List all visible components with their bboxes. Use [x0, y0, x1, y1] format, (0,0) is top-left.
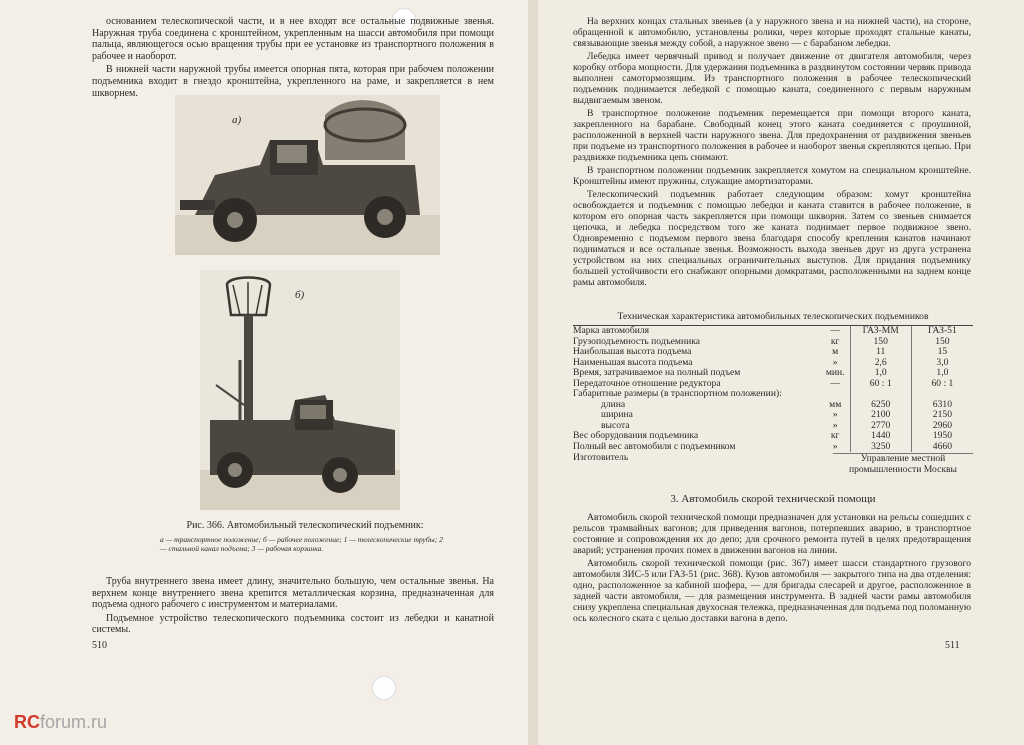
table-cell-value: 60 : 1: [911, 379, 973, 390]
table-cell-unit: м: [832, 346, 839, 357]
table-cell-label: Марка автомобиля: [573, 325, 650, 336]
right-text: [573, 16, 971, 290]
paragraph: В транспортное положение подъемник перемещается при помощи второго каната, закрепленного на барабане. Свободный конец этого каната соединяется с проушиной, расположенной в верхней части наружного звена. Для предохранения от раздвижения звеньев при подъеме из транспортного положения в рабочее и наоборот звенья скрепляются цепью. При раздвижке подъемника цепь снимают.: [573, 108, 971, 163]
table-cell-value: 15: [911, 347, 973, 358]
section-title: 3. Автомобиль скорой технической помощи: [670, 493, 876, 505]
table-cell-label: Наибольшая высота подъема: [573, 346, 692, 357]
figure-caption: [160, 520, 450, 553]
paragraph: Автомобиль скорой технической помощи предназначен для установки на рельсы сошедших с рельсов трамвайных вагонов; для приведения вагонов, потерпевших аварию, в транспортное состояние и сопровождения их до депо; для срочного ремонта путей в целях предотвращения аварий; устранения прочих помех в движении вагонов на линии.: [573, 512, 971, 556]
table-cell-value: 1950: [911, 431, 973, 442]
truck-photo-transport: [175, 95, 440, 255]
table-row: [573, 389, 973, 400]
truck-photo-working: [200, 270, 400, 510]
figure-legend: а — транспортное положение; б — рабочее положение; 1 — телескопические трубы; 2 — стальной канал подъема; 3 — рабочая корзинка.: [160, 535, 443, 553]
photo-label-b: б): [295, 289, 305, 301]
table-cell-unit: мин.: [825, 367, 845, 378]
table-cell-value: 3250: [850, 442, 911, 453]
site-watermark: [14, 712, 107, 733]
paragraph: На верхних концах стальных звеньев (а у наружного звена и на нижней части), на стороне, обращенной к автомобилю, установлены ролики, через которые проходят стальные канаты, связывающие звенья между собой, а наружное звено — с барабаном лебедки.: [573, 16, 971, 49]
table-cell-value: 150: [850, 337, 911, 348]
table-cell-label: длина: [601, 398, 626, 410]
table-row: [573, 442, 973, 453]
paragraph: Подъемное устройство телескопического подъемника состоит из лебедки и канатной системы.: [92, 612, 494, 636]
table-cell-value: 1440: [850, 431, 911, 442]
table-cell-label: Грузоподъемность подъемника: [573, 335, 701, 347]
manufacturer-label: Изготовитель: [573, 452, 629, 463]
table-row: [573, 410, 973, 421]
table-row: [573, 368, 973, 379]
table-row: [573, 326, 973, 337]
table-cell-value: 1,0: [850, 368, 911, 379]
spec-table: [573, 325, 973, 475]
figure-caption-title: Рис. 366. Автомобильный телескопический подъемник:: [186, 520, 424, 531]
table-cell-unit: кг: [830, 335, 840, 347]
table-cell-unit: —: [830, 325, 840, 336]
left-text-bottom: [92, 576, 494, 638]
table-cell-label: Наименьшая высота подъема: [573, 356, 693, 368]
table-cell-value: 2960: [911, 421, 973, 432]
table-cell-label: Полный вес автомобиля с подъемником: [573, 440, 736, 452]
table-cell-value: 2770: [850, 421, 911, 432]
paragraph: Автомобиль скорой технической помощи (рис. 367) имеет шасси стандартного грузового автомобиля ЗИС-5 или ГАЗ-51 (рис. 368). Кузов автомобиля — закрытого типа на два отделения: одно, расположенное за кабиной шофера, — для бригады слесарей и другое, расположенное в задней части автомобиля, — для размещения инструмента. В задней части рамы автомобиля снизу укреплена специальная двухосная тележка, предназначенная для подъема под поломанную ось колесного ската с целью доставки вагона в депо.: [573, 558, 972, 624]
paragraph: В нижней части наружной трубы имеется опорная пята, которая при рабочем положении подъемника входит в гнездо кронштейна, укрепленного на раме, и закрепляется в нем шкворнем.: [92, 64, 494, 99]
table-row: [573, 431, 973, 442]
table-row: [573, 347, 973, 358]
page-number: 511: [945, 640, 960, 651]
table-cell-value: 3,0: [911, 358, 973, 369]
table-cell-value: 6250: [850, 400, 911, 411]
table-cell-label: высота: [601, 419, 630, 431]
watermark-brand: RC: [14, 712, 40, 732]
table-cell-value: 4660: [911, 442, 973, 453]
table-cell-value: [850, 389, 911, 400]
table-title: Техническая характеристика автомобильных телескопических подъемников: [617, 311, 929, 322]
table-cell-unit: [821, 389, 850, 400]
table-cell-value: 11: [850, 347, 911, 358]
binder-hole: [372, 676, 396, 700]
table-cell-value: [911, 389, 973, 400]
table-cell-unit: кг: [830, 430, 840, 441]
table-cell-value: 60 : 1: [850, 379, 911, 390]
table-cell-value: 150: [911, 337, 973, 348]
table-cell-value: 2100: [850, 410, 911, 421]
table-cell-label: ширина: [601, 409, 633, 420]
table-cell-value: 1,0: [911, 368, 973, 379]
table-cell-value: 6310: [911, 400, 973, 411]
table-cell-unit: »: [832, 409, 838, 420]
table-cell-label: Время, затрачиваемое на полный подъем: [573, 367, 741, 378]
table-cell-unit: »: [832, 356, 838, 368]
watermark-domain: forum.ru: [40, 712, 108, 732]
table-cell-value: 2150: [911, 410, 973, 421]
book-gutter: [528, 0, 538, 745]
table-cell-unit: »: [832, 440, 838, 452]
table-cell-label: Передаточное отношение редуктора: [573, 377, 721, 389]
table-cell-label: Вес оборудования подъемника: [573, 430, 699, 441]
paragraph: Труба внутреннего звена имеет длину, значительно большую, чем остальные звенья. На верхнем конце внутреннего звена крепится металлическая корзина, предназначенная для подъема одного рабочего с инструментом и материалами.: [92, 576, 494, 611]
left-text-top: [92, 16, 494, 101]
table-cell-value: ГАЗ-51: [911, 326, 973, 337]
page-number: 510: [92, 640, 107, 651]
table-cell-unit: —: [830, 377, 840, 389]
table-cell-value: ГАЗ-ММ: [850, 326, 911, 337]
photo-label-a: a): [232, 114, 242, 126]
table-cell-value: 2,6: [850, 358, 911, 369]
paragraph: Лебедка имеет червячный привод и получает движение от двигателя автомобиля, через коробку отбора мощности. Для удержания подъемника в раздвинутом состоянии червяк привода выполнен самотормозящим. Из транспортного положения в рабочее телескопический подъемник поднимается лебедкой с помощью каната, соединенного с первым наружным выдвигаемым звеном.: [573, 51, 971, 106]
section-text: [573, 512, 971, 626]
table-cell-unit: мм: [829, 398, 842, 410]
table-row: [573, 400, 973, 411]
table-cell-label: Габаритные размеры (в транспортном положении):: [573, 388, 782, 399]
manufacturer-value: Управление местной промышленности Москвы: [833, 453, 973, 475]
paragraph: основанием телескопической части, и в нее входят все остальные подвижные звенья. Наружная труба соединена с кронштейном, укрепленным на шасси автомобиля при помощи пальца, являющегося осью вращения трубы при ее установке из транспортного положения в рабочее и наоборот.: [92, 16, 494, 62]
paragraph: Телескопический подъемник работает следующим образом: хомут кронштейна освобождается и подъемник с помощью лебедки и каната ставится в рабочее положение, в котором его опорная часть закрепляется при помощи шкворня. Затем со звеньев снимается цепочка, и лебедка посредством того же каната поднимает первое подвижное звено. Одновременно с подъемом первого звена благодаря способу крепления канатов начинают подниматься и все остальные звенья. Возможность выхода звеньев друг из друга устранена устройством на них специальных ограничительных выступов. Для придания подъемнику большей устойчивости его снабжают опорными домкратами, расположенными на заднем конце рамы автомобиля.: [573, 189, 971, 288]
paragraph: В транспортном положении подъемник закрепляется хомутом на специальном кронштейне. Кронштейны имеют пружины, служащие амортизаторами.: [573, 165, 971, 187]
table-cell-unit: »: [832, 419, 838, 431]
